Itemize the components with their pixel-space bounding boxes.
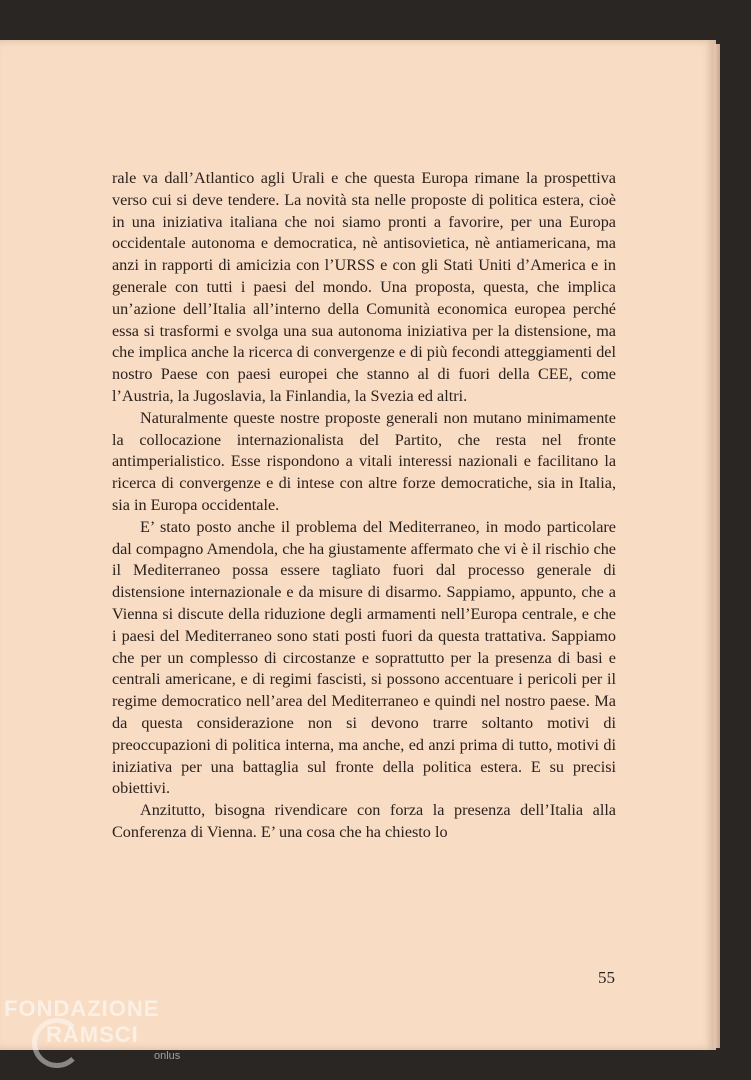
watermark-logo [4, 996, 194, 1076]
watermark-line2: RAMSCI [46, 1022, 139, 1047]
paragraph-3: E’ stato posto anche il problema del Mediterraneo, in modo particolare dal compagno Amendola, che ha giustamente affermato che vi è il rischio che il Mediterraneo possa essere tagliato fuori dal processo generale di distensione internazionale e da misure di disarmo. Sappiamo, appunto, che a Vienna si discute della riduzione degli armamenti nell’Europa centrale, e che i paesi del Mediterraneo sono stati posti fuori da questa trattativa. Sappiamo che per un complesso di circostanze e soprattutto per la presenza di basi e centrali americane, e di regimi fascisti, si possono accentuare i pericoli per il regime democratico nell’area del Mediterraneo e quindi nel nostro paese. Ma da questa considerazione non si devono trarre soltanto motivi di preoccupazioni di politica interna, ma anche, ed anzi prima di tutto, motivi di iniziativa per una battaglia sul fronte della politica estera. E su precisi obiettivi. [112, 517, 616, 798]
paragraph-2: Naturalmente queste nostre proposte generali non mutano minimamente la collocazione internazionalista del Partito, che resta nel fronte antimperialistico. Esse rispondono a vitali interessi nazionali e facilitano la ricerca di convergenze e di intese con altre forze democratiche, sia in Italia, sia in Europa occidentale. [112, 408, 616, 514]
page-number: 55 [598, 968, 615, 987]
body-text [112, 168, 616, 844]
page-edge [714, 44, 720, 1048]
watermark-line1: FONDAZIONE [4, 996, 160, 1021]
paragraph-4: Anzitutto, bisogna rivendicare con forza la presenza dell’Italia alla Conferenza di Vienna. E’ una cosa che ha chiesto lo [112, 801, 616, 841]
watermark-line3: onlus [154, 1050, 181, 1062]
paragraph-1: rale va dall’Atlantico agli Urali e che questa Europa rimane la prospettiva verso cui si deve tendere. La novità sta nelle proposte di politica estera, cioè in una iniziativa italiana che noi siamo pronti a favorire, per una Europa occidentale autonoma e democratica, nè antisovietica, nè antiamericana, ma anzi in rapporti di amicizia con l’URSS e con gli Stati Uniti d’America e in generale con tutti i paesi del mondo. Una proposta, questa, che implica un’azione dell’Italia all’interno della Comunità economica europea perché essa si trasformi e svolga una sua autonoma iniziativa per la distensione, ma che implica anche la ricerca di convergenze e di più fecondi atteggiamenti del nostro Paese con paesi europei che stanno al di fuori della CEE, come l’Austria, la Jugoslavia, la Finlandia, la Svezia ed altri. [112, 169, 616, 405]
